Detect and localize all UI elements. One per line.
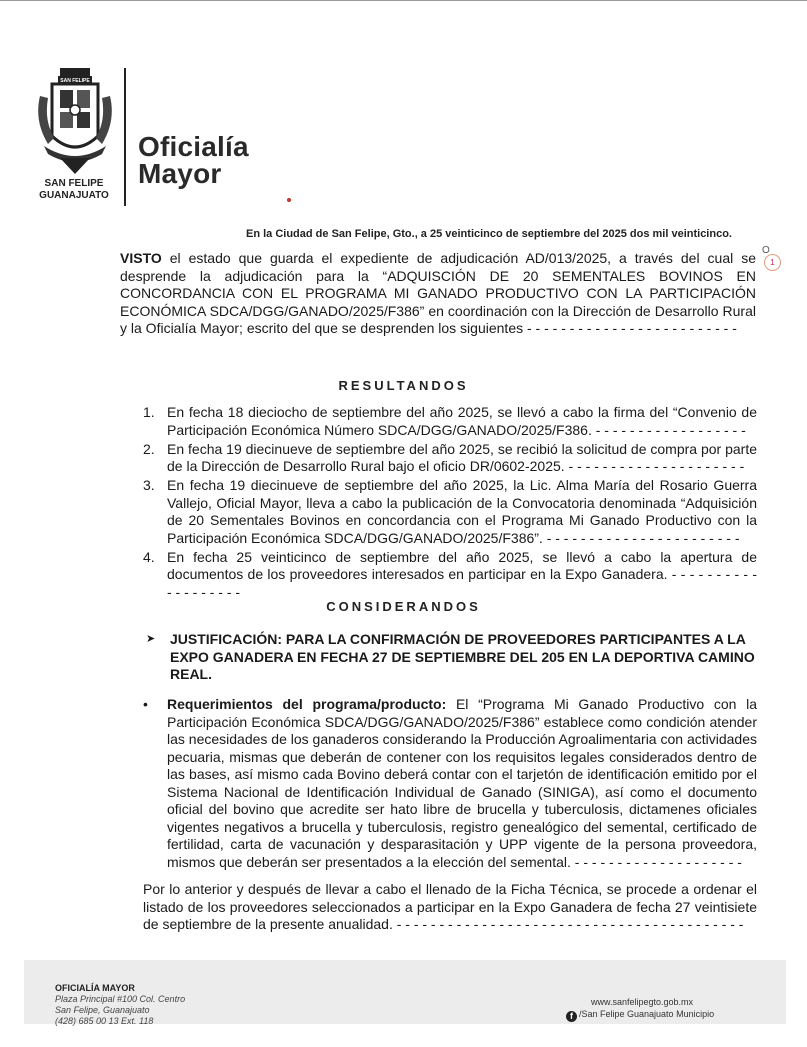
resultandos-heading: RESULTANDOS	[338, 378, 469, 393]
crest-caption-city: SAN FELIPE	[44, 178, 104, 189]
footer-phone: (428) 685 00 13 Ext. 118	[55, 1016, 154, 1026]
final-paragraph: Por lo anterior y después de llevar a cabo el llenado de la Ficha Técnica, se procede a ordenar el listado de los proveedores seleccionados a participar en la Expo Ganadera de fecha 27 veintisiete de septiembre de la presente anualidad. - - - - - - - - - - - - - - - - - - - - - - - - - - - - - - - - - - - - - - - - -	[143, 881, 757, 932]
list-item	[143, 441, 757, 476]
list-item	[143, 477, 757, 547]
list-item-text: En fecha 19 diecinueve de septiembre del año 2025, la Lic. Alma María del Rosario Guerra Vallejo, Oficial Mayor, lleva a cabo la publicación de la Convocatoria denominada “Adquisición de 20 Sementales Bovinos en concordancia con el Programa Mi Ganado Productivo con la Participación Económica SDCA/DGG/GANADO/2025/F386”. - - - - - - - - - - - - - - - - - - - - - - -	[167, 477, 757, 546]
coat-of-arms-logo	[30, 66, 120, 178]
office-title	[138, 133, 249, 187]
dateline: En la Ciudad de San Felipe, Gto., a 25 veinticinco de septiembre del 2025 dos mil veinticinco.	[246, 228, 732, 240]
requerimientos-lead: Requerimientos del programa/producto:	[167, 696, 447, 712]
footer-facebook-text: /San Felipe Guanajuato Municipio	[579, 1009, 715, 1019]
facebook-icon: f	[566, 1011, 577, 1022]
resultandos-list	[143, 404, 757, 603]
justificacion-item	[146, 631, 758, 684]
visto-paragraph	[120, 250, 756, 338]
side-mark-letter: O	[762, 245, 770, 256]
requerimientos-text: El “Programa Mi Ganado Productivo con la Participación Económica SDCA/DGG/GANADO/2025/F386” establece como condición atender las necesidades de los ganaderos considerando la Producción Agroalimentaria con actividades pecuaria, mismas que deberán de contener con los requisitos legales considerados dentro de las bases, así mismo cada Bovino deberá contar con el tarjetón de identificación emitido por el Sistema Nacional de Identificación Individual de Ganado (SINIGA), así como el documento oficial del bovino que acredite ser hato libre de brucella y tuberculosis, dictamenes oficiales vigentes negativos a brucella y tuberculosis, registro genealógico del semental, certificado de fertilidad, carta de vacunación y desparasitación y UPP vigente de la persona proveedora, mismos que deberán ser presentados a la elección del semental. - - - - - - - - - - - - - - - - - - - -	[167, 696, 757, 870]
list-item	[143, 404, 757, 439]
justificacion-text: JUSTIFICACIÓN: PARA LA CONFIRMACIÓN DE PROVEEDORES PARTICIPANTES A LA EXPO GANADERA EN FECHA 27 DE SEPTIEMBRE DEL 205 EN LA DEPORTIVA CAMINO REAL.	[170, 631, 755, 682]
list-item-number: 3.	[143, 477, 155, 493]
visto-text: el estado que guarda el expediente de adjudicación AD/013/2025, a través del cual se desprende la adjudicación para la “ADQUISCIÓN DE 20 SEMENTALES BOVINOS EN CONCORDANCIA CON EL PROGRAMA MI GANADO PRODUCTIVO CON LA PARTICIPACIÓN ECONÓMICA SDCA/DGG/GANADO/2025/F386” en coordinación con la Dirección de Desarrollo Rural y la Oficialía Mayor; escrito del que se desprenden los siguientes - - - - - - - - - - - - - - - - - - - - - - - - -	[120, 250, 756, 336]
list-item-number: 2.	[143, 440, 155, 457]
arrow-bullet-icon: ➤	[146, 633, 156, 645]
bullet-icon: •	[143, 696, 148, 712]
office-title-line1: Oficialía	[138, 131, 249, 162]
page-stamp-circle: 1	[764, 254, 781, 271]
red-mark	[287, 198, 291, 202]
list-item-text: En fecha 18 dieciocho de septiembre del año 2025, se llevó a cabo la firma del “Convenio de Participación Económica Número SDCA/DGG/GANADO/2025/F386. - - - - - - - - - - - - - - - - - -	[167, 404, 757, 438]
list-item-number: 4.	[143, 548, 155, 565]
top-border	[0, 0, 807, 1]
requerimientos-paragraph	[167, 696, 757, 871]
list-item-text: En fecha 25 veinticinco de septiembre del año 2025, se llevó a cabo la apertura de documentos de los proveedores interesados en participar en la Expo Ganadera. - - - - - - - - - - - - - - - - - - -	[167, 548, 757, 600]
header-divider	[124, 68, 126, 206]
office-title-line2: Mayor	[138, 158, 222, 189]
visto-lead: VISTO	[120, 250, 162, 266]
crest-banner-text: SAN FELIPE	[60, 78, 90, 84]
list-item	[143, 549, 757, 602]
crest-caption	[24, 178, 124, 202]
requerimientos-item	[143, 696, 757, 871]
list-item-text: En fecha 19 diecinueve de septiembre del año 2025, se recibió la solicitud de compra por parte de la Dirección de Desarrollo Rural bajo el oficio DR/0602-2025. - - - - - - - - - - - - - - - - - - - - -	[167, 440, 757, 474]
list-item-number: 1.	[143, 404, 155, 420]
crest-caption-state: GUANAJUATO	[39, 190, 109, 201]
footer-address-line1: Plaza Principal #100 Col. Centro	[55, 994, 186, 1004]
footer-facebook-link[interactable]	[566, 1009, 714, 1022]
footer-website-link[interactable]: www.sanfelipegto.gob.mx	[591, 997, 694, 1007]
considerandos-heading: CONSIDERANDOS	[326, 599, 481, 614]
footer-title: OFICIALÍA MAYOR	[55, 983, 135, 993]
footer-address-line2: San Felipe, Guanajuato	[55, 1005, 150, 1015]
